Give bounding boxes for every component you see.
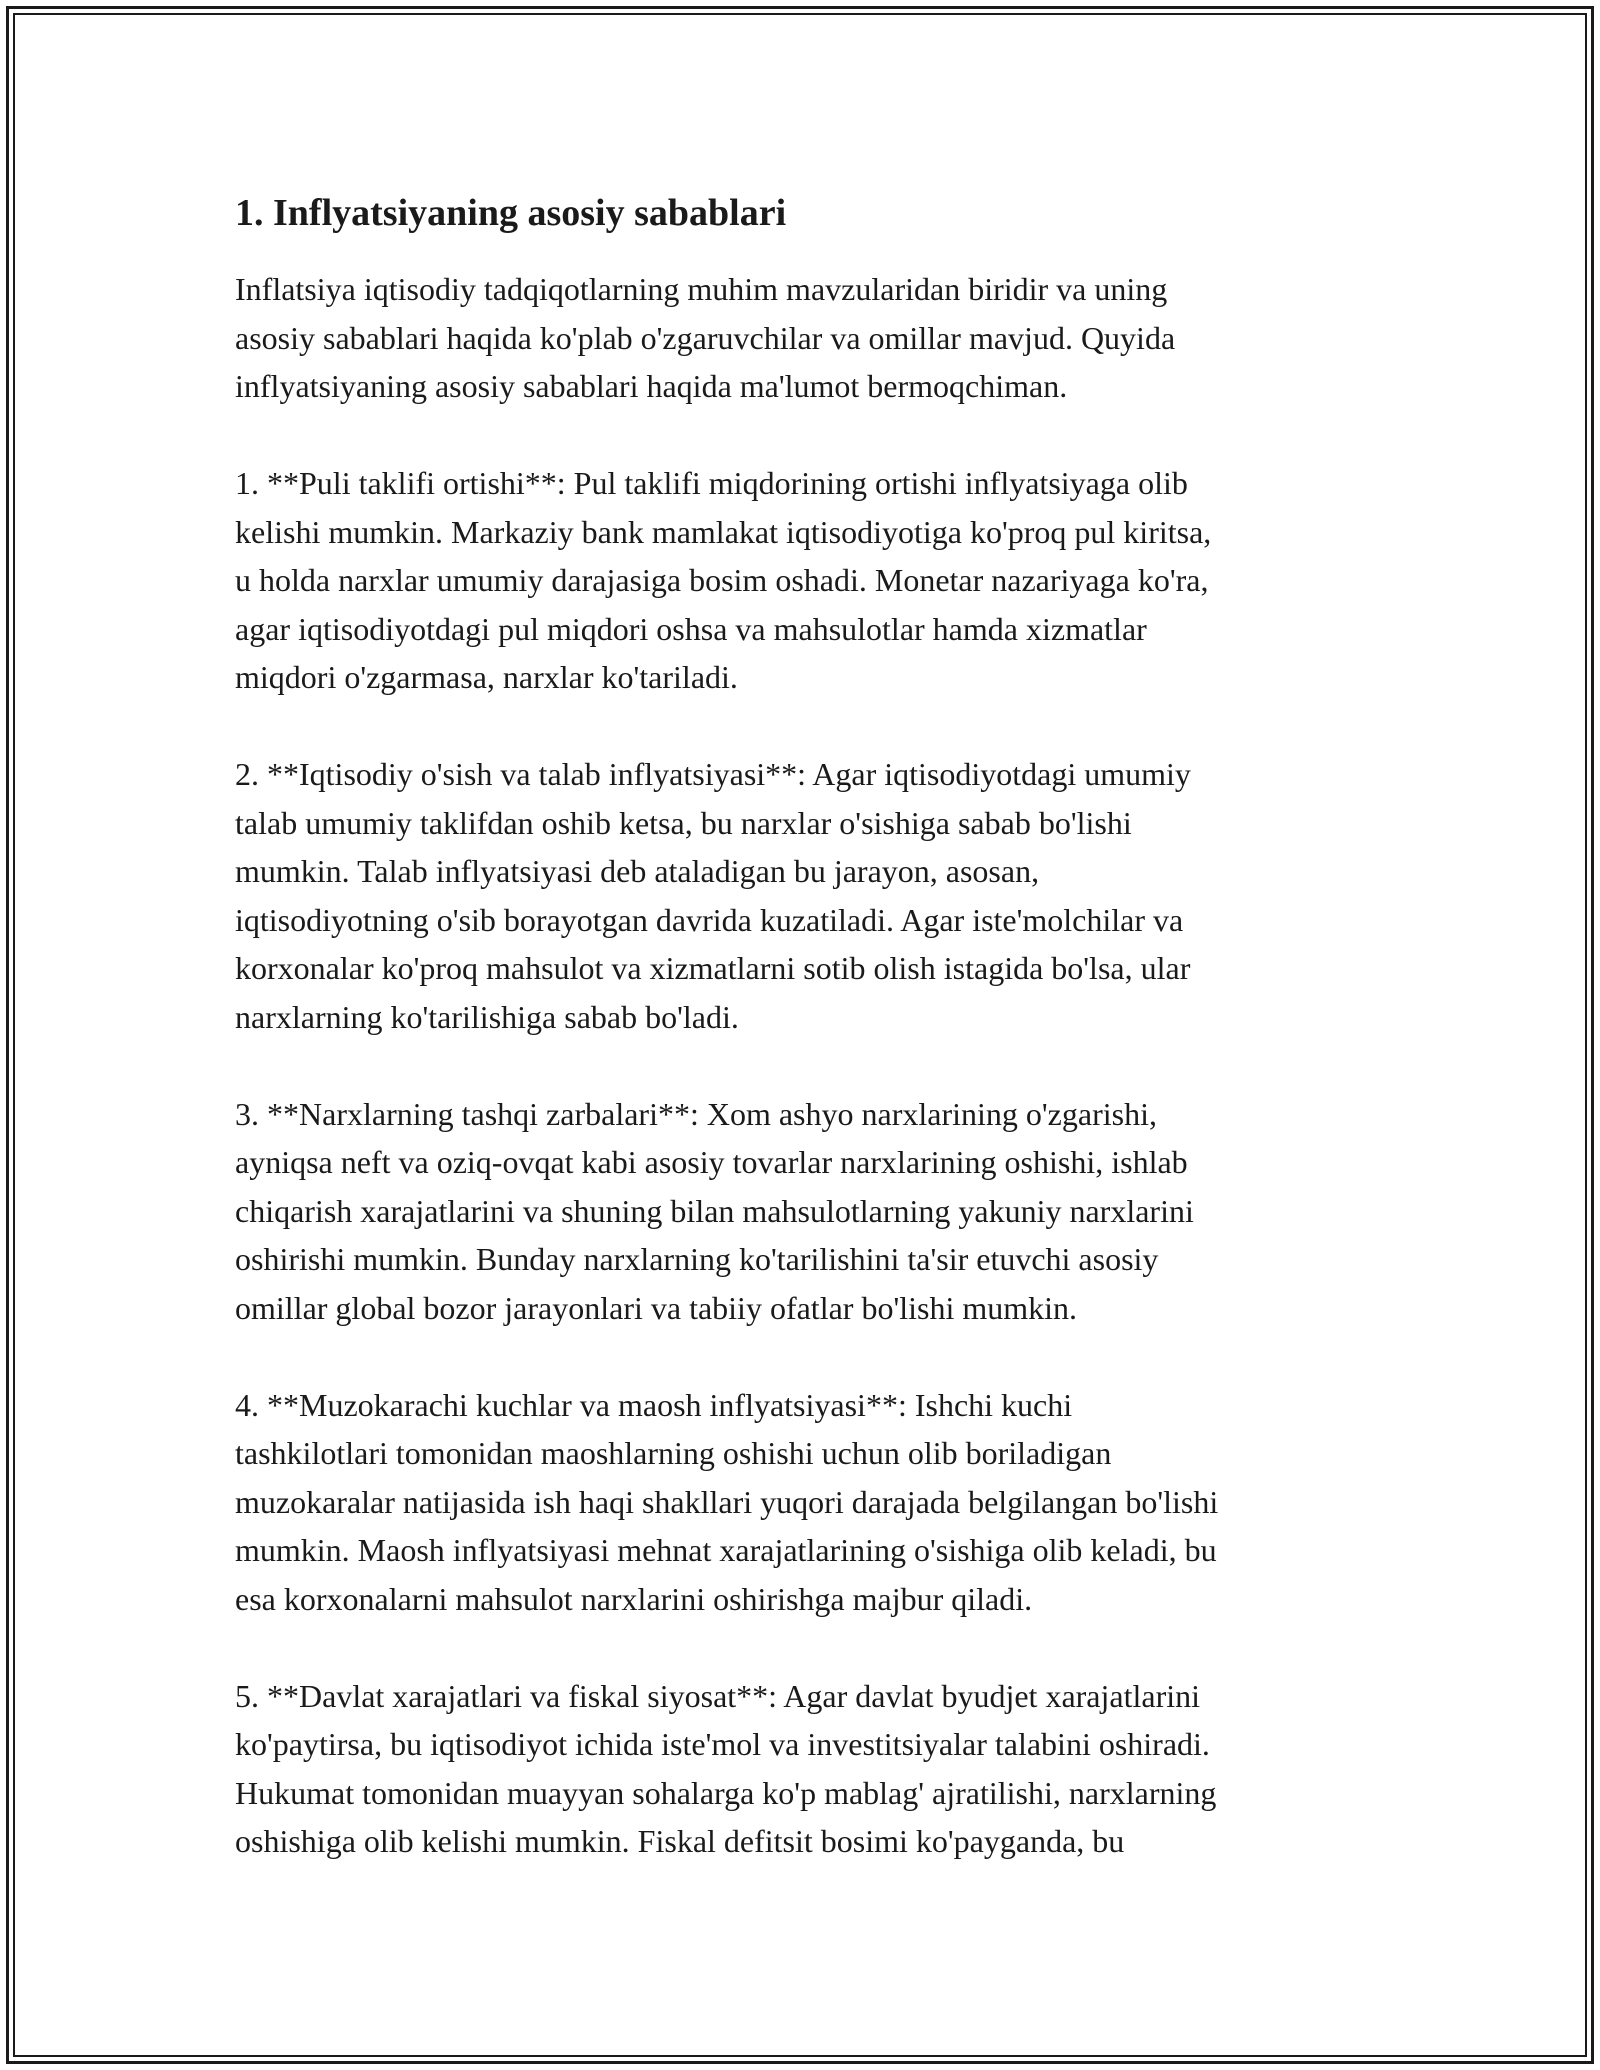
- list-item-paragraph: 2. **Iqtisodiy o'sish va talab inflyatsiyasi**: Agar iqtisodiyotdagi umumiy talab umumiy taklifdan oshib ketsa, bu narxlar o'sishiga sabab bo'lishi mumkin. Talab inflyatsiyasi deb ataladigan bu jarayon, asosan, iqtisodiyotning o'sib borayotgan davrida kuzatiladi. Agar iste'molchilar va korxonalar ko'proq mahsulot va xizmatlarni sotib olish istagida bo'lsa, ular narxlarning ko'tarilishiga sabab bo'ladi.: [235, 756, 1191, 1035]
- list-item-paragraph: 4. **Muzokarachi kuchlar va maosh inflyatsiyasi**: Ishchi kuchi tashkilotlari tomonidan maoshlarning oshishi uchun olib boriladigan muzokaralar natijasida ish haqi shakllari yuqori darajada belgilangan bo'lishi mumkin. Maosh inflyatsiyasi mehnat xarajatlarining o'sishiga olib keladi, bu esa korxonalarni mahsulot narxlarini oshirishga majbur qiladi.: [235, 1386, 1219, 1617]
- section-heading: 1. Inflyatsiyaning asosiy sabablari: [235, 192, 787, 234]
- list-item-paragraph: 5. **Davlat xarajatlari va fiskal siyosat**: Agar davlat byudjet xarajatlarini ko'paytirsa, bu iqtisodiyot ichida iste'mol va investitsiyalar talabini oshiradi. Hukumat tomonidan muayyan sohalarga ko'p mablag' ajratilishi, narxlarning oshishiga olib kelishi mumkin. Fiskal defitsit bosimi ko'payganda, bu: [235, 1677, 1217, 1859]
- list-item-paragraph: 1. **Puli taklifi ortishi**: Pul taklifi miqdorining ortishi inflyatsiyaga olib kelishi mumkin. Markaziy bank mamlakat iqtisodiyotiga ko'proq pul kiritsa, u holda narxlar umumiy darajasiga bosim oshadi. Monetar nazariyaga ko'ra, agar iqtisodiyotdagi pul miqdori oshsa va mahsulotlar hamda xizmatlar miqdori o'zgarmasa, narxlar ko'tariladi.: [235, 465, 1212, 695]
- intro-paragraph: Inflatsiya iqtisodiy tadqiqotlarning muhim mavzularidan biridir va uning asosiy sabablari haqida ko'plab o'zgaruvchilar va omillar mavjud. Quyida inflyatsiyaning asosiy sabablari haqida ma'lumot bermoqchiman.: [235, 271, 1176, 404]
- document-body: [235, 183, 1370, 1914]
- list-item-paragraph: 3. **Narxlarning tashqi zarbalari**: Xom ashyo narxlarining o'zgarishi, ayniqsa neft va oziq-ovqat kabi asosiy tovarlar narxlarining oshishi, ishlab chiqarish xarajatlarini va shuning bilan mahsulotlarning yakuniy narxlarini oshirishi mumkin. Bunday narxlarning ko'tarilishini ta'sir etuvchi asosiy omillar global bozor jarayonlari va tabiiy ofatlar bo'lishi mumkin.: [235, 1095, 1194, 1326]
